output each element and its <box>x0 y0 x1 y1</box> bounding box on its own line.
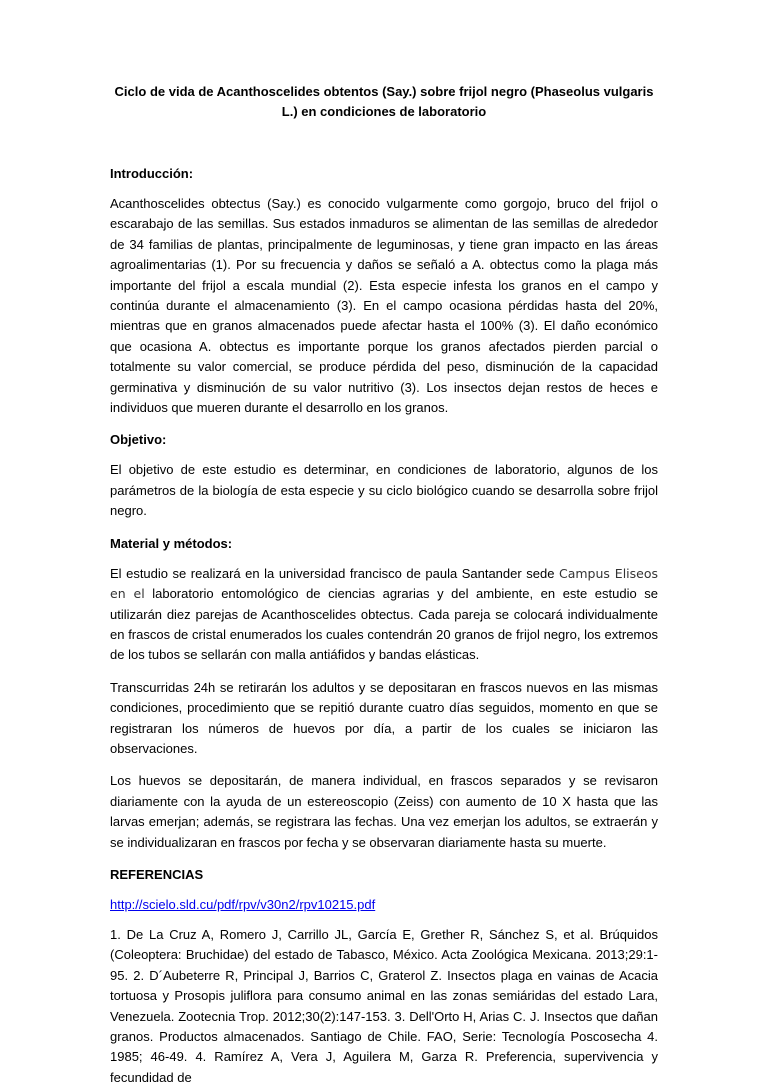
references-heading: REFERENCIAS <box>110 866 204 882</box>
intro-heading: Introducción: <box>110 166 194 181</box>
methods-paragraph-1 <box>110 564 658 666</box>
methods-p1-before: El estudio se realizará en la universidad francisco de paula Santander sede <box>110 565 559 581</box>
methods-paragraph-3: Los huevos se depositarán, de manera individual, en frascos separados y se revisaron diariamente con la ayuda de un estereoscopio (Zeiss) con aumento de 10 X hasta que las larvas emerjan; además, se registrara las fechas. Una vez emerjan los adultos, se extraerán y se individualizaran en frascos por fecha y se observaran diariamente hasta su muerte. <box>110 773 658 850</box>
references-paragraph: 1. De La Cruz A, Romero J, Carrillo JL, García E, Grether R, Sánchez S, et al. Brúquidos (Coleoptera: Bruchidae) del estado de Tabasco, México. Acta Zoológica Mexicana. 2013;29:1-95. 2. D´Aubeterre R, Principal J, Barrios C, Graterol Z. Insectos plaga en vainas de Acacia tortuosa y Prosopis juliflora para consumo animal en las zonas semiáridas del estado Lara, Venezuela. Zootecnia Trop. 2012;30(2):147-153. 3. Dell'Orto H, Arias C. J. Insectos que dañan granos. Productos almacenados. Santiago de Chile. FAO, Serie: Tecnología Poscosecha 4. 1985; 46-49. 4. Ramírez A, Vera J, Aguilera M, Garza R. Preferencia, supervivencia y fecundidad de <box>110 926 658 1085</box>
reference-link[interactable]: http://scielo.sld.cu/pdf/rpv/v30n2/rpv10215.pdf <box>110 896 376 912</box>
methods-heading: Material y métodos: <box>110 535 233 551</box>
objective-heading: Objetivo: <box>110 432 167 448</box>
campus-text: Campus Eliseos en el <box>110 565 659 602</box>
intro-paragraph: Acanthoscelides obtectus (Say.) es conocido vulgarmente como gorgojo, bruco del frijol o escarabajo de las semillas. Sus estados inmaduros se alimentan de las semillas de alrededor de 34 familias de plantas, principalmente de leguminosas, y tiene gran impacto en las áreas agroalimentarias (1). Por su frecuencia y daños se señaló a A. obtectus como la plaga más importante del frijol a escala mundial (2). Esta especie infesta los granos en el campo y continúa durante el almacenamiento (3). En el campo ocasiona pérdidas hasta del 20%, mientras que en granos almacenados puede afectar hasta el 100% (3). El daño económico que ocasiona A. obtectus es importante porque los granos afectados pierden parcial o totalmente su valor comercial, se produce pérdida del peso, disminución de la capacidad germinativa y disminución de su valor nutritivo (3). Los insectos dejan restos de heces e individuos que mueren durante el desarrollo en los granos. <box>110 196 658 416</box>
methods-paragraph-2: Transcurridas 24h se retirarán los adultos y se depositaran en frascos nuevos en las mismas condiciones, procedimiento que se repitió durante cuatro días seguidos, momento en que se registraran los números de huevos por día, a partir de los cuales se iniciaron las observaciones. <box>110 679 658 756</box>
document-title: Ciclo de vida de Acanthoscelides obtentos (Say.) sobre frijol negro (Phaseolus vulgaris L.) en condiciones de laboratorio <box>114 84 654 119</box>
methods-p1-after: laboratorio entomológico de ciencias agrarias y del ambiente, en este estudio se utilizarán diez parejas de Acanthoscelides obtectus. Cada pareja se colocará individualmente en frascos de cristal enumerados los cuales contendrán 20 granos de frijol negro, los extremos de los tubos se sellarán con malla antiáfidos y bandas elásticas. <box>110 586 659 663</box>
objective-paragraph: El objetivo de este estudio es determinar, en condiciones de laboratorio, algunos de los parámetros de la biología de esta especie y su ciclo biológico cuando se desarrolla sobre frijol negro. <box>110 462 658 519</box>
